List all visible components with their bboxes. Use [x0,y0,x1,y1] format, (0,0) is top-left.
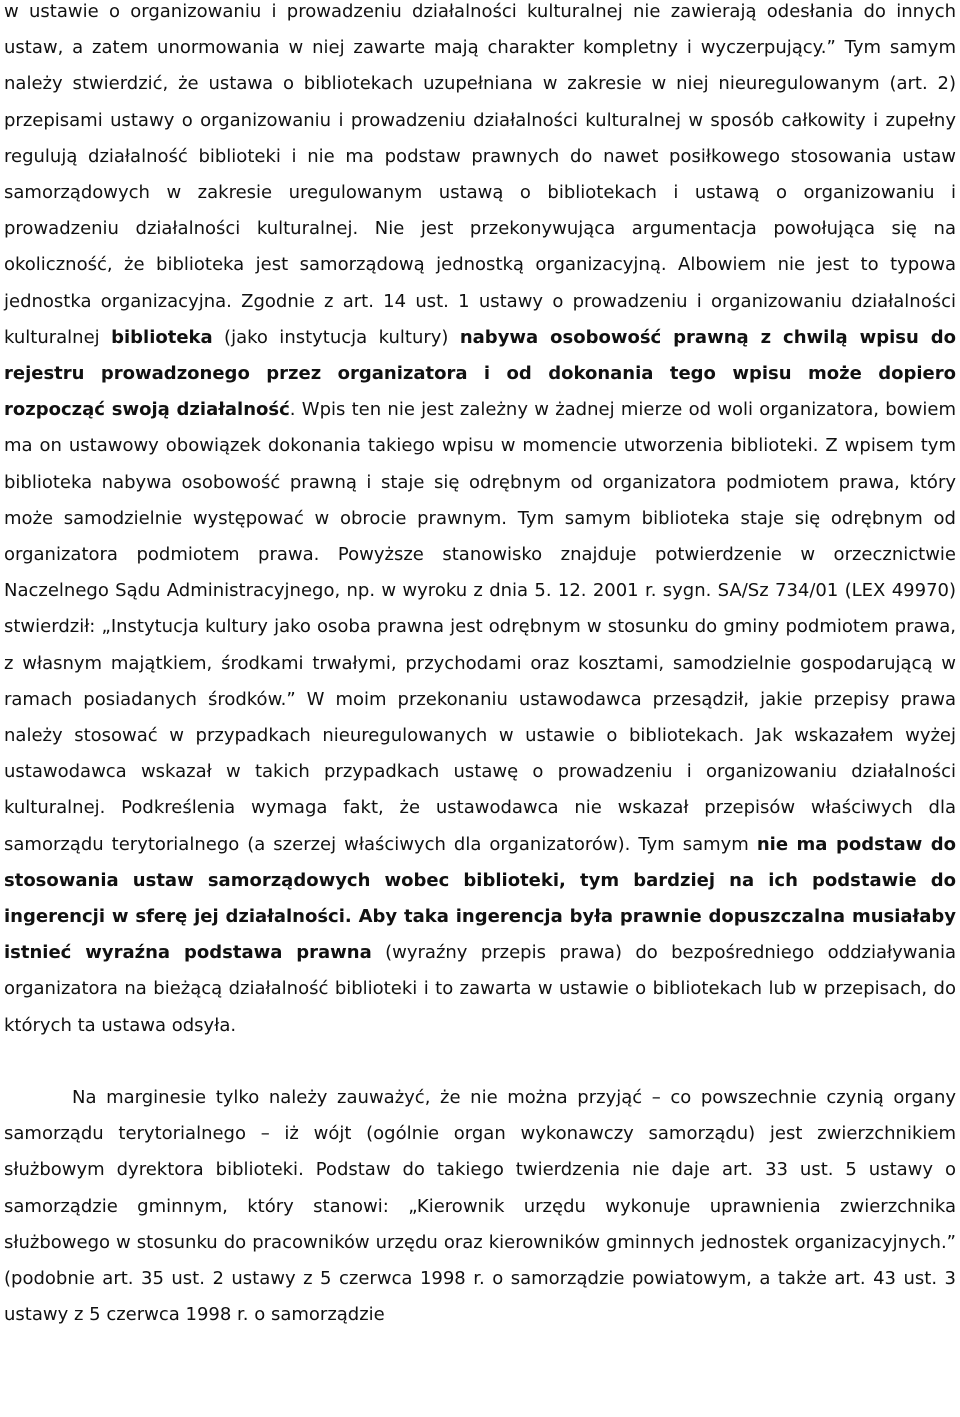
paragraph-1 [4,0,956,1044]
bold-biblioteka: biblioteka [111,326,213,348]
paragraph-2 [4,1080,956,1333]
paragraph-1-text: (wyraźny przepis prawa) do bezpośredniego oddziaływania organizatora na bieżącą działalność biblioteki i to zawarta w ustawie o bibliotekach lub w przepisach, do których ta ustawa odsyła. [4,942,956,1036]
document-page [4,0,956,1333]
paragraph-2-text: Na marginesie tylko należy zauważyć, że nie można przyjąć – co powszechnie czynią organy samorządu terytorialnego – iż wójt (ogólnie organ wykonawczy samorządu) jest zwierzchnikiem służbowym dyrektora biblioteki. Podstaw do takiego twierdzenia nie daje art. 33 ust. 5 ustawy o samorządzie gminnym, który stanowi: „Kierownik urzędu wykonuje uprawnienia zwierzchnika służbowego w stosunku do pracowników urzędu oraz kierowników gminnych jednostek organizacyjnych.” (podobnie art. 35 ust. 2 ustawy z 5 czerwca 1998 r. o samorządzie powiatowym, a także art. 43 ust. 3 ustawy z 5 czerwca 1998 r. o samorządzie [4,1086,956,1326]
bold-legal-personality: nabywa osobowość prawną z chwilą wpisu do rejestru prowadzonego przez organizatora i od dokonania tego wpisu może dopiero rozpocząć swoją działalność [4,326,957,421]
paragraph-1-text: (jako instytucja kultury) [212,326,460,348]
paragraph-1-text: w ustawie o organizowaniu i prowadzeniu działalności kulturalnej nie zawierają odesłania do innych ustaw, a zatem unormowania w niej zawarte mają charakter kompletny i wyczerpujący.” Tym samym należy stwierdzić, że ustawa o bibliotekach uzupełniana w zakresie w niej nieuregulowanym (art. 2) przepisami ustawy o organizowaniu i prowadzeniu działalności kulturalnej w sposób całkowity i zupełny regulują działalność biblioteki i nie ma podstaw prawnych do nawet posiłkowego stosowania ustaw samorządowych w zakresie uregulowanym ustawą o bibliotekach i ustawą o organizowaniu i prowadzeniu działalności kulturalnej. Nie jest przekonywująca argumentacja powołująca się na okoliczność, że biblioteka jest samorządową jednostką organizacyjną. Albowiem nie jest to typowa jednostka organizacyjna. Zgodnie z art. 14 ust. 1 ustawy o prowadzeniu i organizowaniu działalności kulturalnej [4,1,956,348]
paragraph-1-text: . Wpis ten nie jest zależny w żadnej mierze od woli organizatora, bowiem ma on ustawowy obowiązek dokonania takiego wpisu w momencie utworzenia biblioteki. Z wpisem tym biblioteka nabywa osobowość prawną i staje się odrębnym od organizatora podmiotem prawa, który może samodzielnie występować w obrocie prawnym. Tym samym biblioteka staje się odrębnym od organizatora podmiotem prawa. Powyższe stanowisko znajduje potwierdzenie w orzecznictwie Naczelnego Sądu Administracyjnego, np. w wyroku z dnia 5. 12. 2001 r. sygn. SA/Sz 734/01 (LEX 49970) stwierdził: „Instytucja kultury jako osoba prawna jest odrębnym w stosunku do gminy podmiotem prawa, z własnym majątkiem, środkami trwałymi, przychodami oraz kosztami, samodzielnie gospodarującą w ramach posiadanych środków.” W moim przekonaniu ustawodawca przesądził, jakie przepisy prawa należy stosować w przypadkach nieuregulowanych w ustawie o bibliotekach. Jak wskazałem wyżej ustawodawca wskazał w takich przypadkach ustawę o prowadzeniu i organizowaniu działalności kulturalnej. Podkreślenia wymaga fakt, że ustawodawca nie wskazał przepisów właściwych dla samorządu terytorialnego (a szerzej właściwych dla organizatorów). Tym samym [4,399,956,855]
bold-no-basis: nie ma podstaw do stosowania ustaw samorządowych wobec biblioteki, tym bardziej na ich podstawie do ingerencji w sferę jej działalności. Aby taka ingerencja była prawnie dopuszczalna musiałaby istnieć wyraźna podstawa prawna [4,833,956,964]
